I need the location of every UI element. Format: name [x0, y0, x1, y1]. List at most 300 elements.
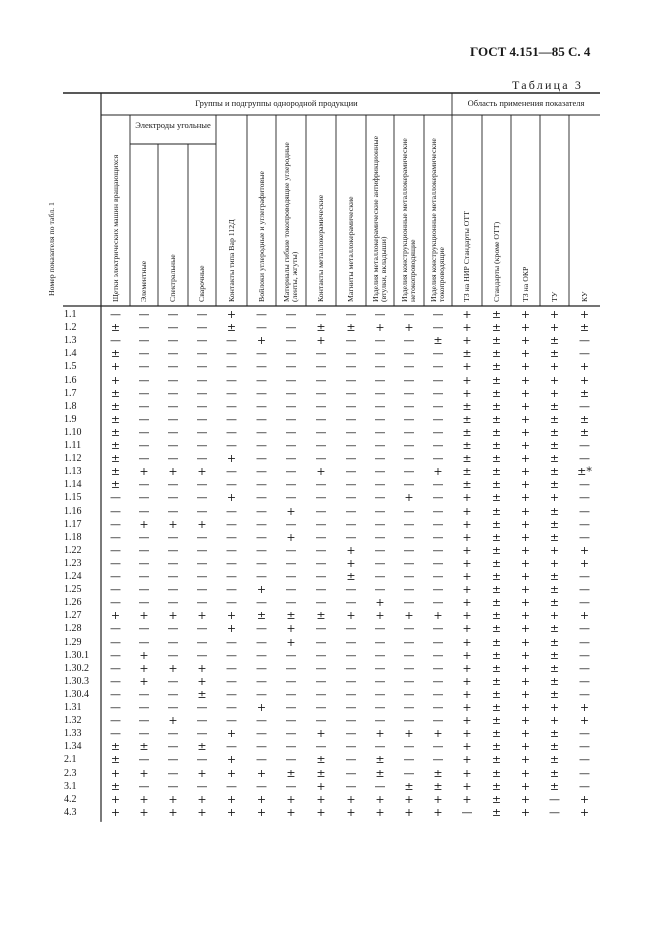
table-cell: — [403, 425, 415, 439]
table-cell: ± [491, 740, 502, 754]
table-cell: + [520, 792, 531, 806]
table-cell: + [579, 373, 590, 387]
table-cell: ± [491, 674, 502, 688]
table-cell: + [520, 412, 531, 426]
table-cell: + [520, 543, 531, 557]
table-cell: — [110, 491, 121, 505]
table-cell: — [138, 779, 150, 793]
row-number: 3.1 [64, 780, 77, 792]
table-cell: + [579, 714, 590, 728]
table-cell: — [110, 530, 121, 544]
table-cell: — [167, 321, 179, 335]
row-number: 1.10 [64, 426, 82, 438]
table-cell: — [315, 504, 327, 518]
table-cell: ± [549, 465, 560, 479]
table-cell: — [315, 543, 327, 557]
table-cell: + [579, 308, 590, 321]
table-cell: — [167, 504, 179, 518]
table-cell: + [404, 727, 414, 741]
table-cell: — [579, 661, 590, 675]
table-cell: — [138, 753, 150, 767]
table-cell: + [286, 530, 296, 544]
table-cell: — [285, 321, 297, 335]
table-cell: — [403, 543, 415, 557]
table-cell: — [345, 425, 357, 439]
table-cell: + [549, 491, 560, 505]
table-cell: — [285, 543, 297, 557]
table-cell: + [520, 439, 531, 452]
table-cell: ± [549, 530, 560, 544]
table-cell: — [285, 491, 297, 505]
table-cell: — [226, 517, 237, 531]
table-cell: — [138, 386, 150, 400]
table-cell: — [374, 674, 386, 688]
table-cell: — [256, 727, 267, 741]
table-cell: — [374, 740, 386, 754]
table-cell: + [197, 517, 207, 531]
table-cell: + [168, 714, 178, 728]
table-cell: — [403, 714, 415, 728]
table-cell: — [432, 452, 444, 466]
column-header: Стандарты (кроме ОТТ) [491, 221, 501, 302]
table-cell: ± [197, 740, 207, 754]
table-cell: — [256, 543, 267, 557]
table-cell: + [579, 360, 590, 374]
table-cell: ± [491, 478, 502, 492]
table-cell: + [462, 609, 472, 623]
table-cell: — [374, 360, 386, 374]
table-cell: — [403, 373, 415, 387]
table-cell: — [432, 622, 444, 636]
table-cell: ± [549, 504, 560, 518]
table-cell: — [167, 622, 179, 636]
table-cell: ± [491, 596, 502, 610]
table-cell: + [375, 596, 385, 610]
table-cell: — [285, 386, 297, 400]
table-cell: + [375, 727, 385, 741]
table-cell: + [197, 792, 207, 806]
table-cell: + [316, 727, 326, 741]
table-cell: — [315, 622, 327, 636]
table-cell: — [403, 661, 415, 675]
table-cell: — [403, 530, 415, 544]
table-cell: + [462, 779, 472, 793]
table-cell: ± [491, 583, 502, 597]
table-cell: — [256, 308, 267, 321]
table-cell: ± [549, 412, 560, 426]
table-cell: — [256, 386, 267, 400]
table-cell: — [167, 740, 179, 754]
table-cell: — [167, 452, 179, 466]
table-cell: + [316, 779, 326, 793]
table-cell: — [226, 334, 237, 348]
row-number: 1.30.4 [64, 688, 89, 700]
table-cell: — [285, 570, 297, 583]
table-cell: — [285, 583, 297, 597]
table-cell: — [138, 596, 150, 610]
table-cell: ± [491, 701, 502, 714]
table-cell: — [196, 308, 208, 321]
table-cell: — [403, 635, 415, 649]
table-cell: — [138, 321, 150, 335]
table-cell: ± [491, 399, 502, 413]
table-cell: — [403, 504, 415, 518]
table-cell: — [374, 622, 386, 636]
group-header: Группы и подгруппы однородной продукции [195, 98, 358, 108]
table-cell: — [138, 439, 150, 452]
table-cell: ± [491, 334, 502, 348]
table-cell: + [226, 727, 237, 741]
table-cell: + [520, 661, 531, 675]
table-label: Таблица 3 [512, 78, 584, 92]
table-cell: — [345, 334, 357, 348]
table-cell: — [196, 478, 208, 492]
table-cell: — [315, 425, 327, 439]
table-cell: ± [462, 452, 472, 466]
table-cell: — [345, 478, 357, 492]
table-cell: — [256, 661, 267, 675]
table-cell: — [196, 452, 208, 466]
table-cell: + [433, 465, 443, 479]
table-cell: + [462, 661, 472, 675]
table-cell: — [285, 687, 297, 701]
table-cell: — [138, 714, 150, 728]
table-cell: ± [549, 596, 560, 610]
table-cell: — [345, 596, 357, 610]
table-cell: — [285, 714, 297, 728]
table-cell: — [196, 779, 208, 793]
table-cell: — [579, 583, 590, 597]
table-cell: — [345, 386, 357, 400]
table-cell: + [549, 556, 560, 570]
table-cell: — [196, 622, 208, 636]
table-cell: — [285, 740, 297, 754]
row-number: 1.23 [64, 557, 82, 569]
table-cell: — [315, 583, 327, 597]
column-header: Войлоки углеродные и углеграфитовые [256, 171, 266, 302]
table-cell: ± [197, 687, 207, 701]
table-cell: — [138, 425, 150, 439]
table-cell: — [315, 570, 327, 583]
table-cell: — [138, 687, 150, 701]
table-cell: — [432, 543, 444, 557]
table-cell: — [196, 347, 208, 361]
table-cell: ± [549, 674, 560, 688]
table-cell: — [167, 701, 179, 714]
table-cell: — [226, 425, 237, 439]
table-cell: — [110, 727, 121, 741]
table-cell: — [374, 386, 386, 400]
table-cell: + [520, 491, 531, 505]
table-cell: — [403, 622, 415, 636]
table-cell: — [167, 635, 179, 649]
table-cell: — [226, 465, 237, 479]
row-number: 4.3 [64, 806, 77, 818]
column-header: Элементные [138, 260, 148, 302]
table-cell: ± [579, 321, 590, 335]
table-cell: + [579, 792, 590, 806]
table-cell: ± [139, 740, 149, 754]
table-cell: + [139, 517, 149, 531]
row-number: 2.3 [64, 767, 77, 779]
table-cell: ± [491, 727, 502, 741]
table-cell: — [345, 687, 357, 701]
table-cell: + [462, 491, 472, 505]
table-cell: — [196, 556, 208, 570]
table-cell: — [138, 412, 150, 426]
table-cell: ± [491, 452, 502, 466]
table-cell: — [403, 766, 415, 780]
table-cell: — [110, 570, 121, 583]
row-number: 1.15 [64, 492, 82, 504]
table-cell: ± [549, 334, 560, 348]
table-cell: — [345, 347, 357, 361]
table-cell: + [256, 805, 267, 819]
table-cell: — [226, 674, 237, 688]
column-header: ТУ [549, 291, 559, 302]
table-cell: — [345, 517, 357, 531]
table-cell: + [549, 360, 560, 374]
table-cell: — [403, 517, 415, 531]
table-cell: ± [110, 753, 121, 767]
table-cell: — [432, 701, 444, 714]
table-cell: + [520, 425, 531, 439]
table-cell: ± [491, 439, 502, 452]
table-cell: — [579, 753, 590, 767]
table-cell: — [345, 504, 357, 518]
table-cell: — [226, 740, 237, 754]
table-cell: — [374, 648, 386, 662]
table-cell: — [345, 766, 357, 780]
table-cell: — [345, 701, 357, 714]
table-cell: — [579, 570, 590, 583]
table-cell: — [256, 570, 267, 583]
table-cell: — [315, 714, 327, 728]
table-cell: ± [316, 766, 326, 780]
table-cell: — [196, 596, 208, 610]
table-cell: ± [549, 583, 560, 597]
table-cell: — [285, 596, 297, 610]
table-cell: — [579, 504, 590, 518]
table-cell: — [196, 543, 208, 557]
table-cell: ± [491, 530, 502, 544]
table-cell: ± [491, 321, 502, 335]
table-cell: — [374, 439, 386, 452]
table-cell: — [345, 727, 357, 741]
table-cell: — [138, 347, 150, 361]
row-number: 1.18 [64, 531, 82, 543]
table-cell: ± [491, 570, 502, 583]
table-cell: — [138, 478, 150, 492]
table-cell: — [579, 399, 590, 413]
table-cell: — [345, 360, 357, 374]
area-header: Область применения показателя [467, 98, 585, 108]
table-cell: — [110, 596, 121, 610]
table-cell: + [462, 517, 472, 531]
table-cell: — [285, 399, 297, 413]
row-number: 1.7 [64, 387, 77, 399]
table-cell: — [167, 347, 179, 361]
table-cell: — [374, 543, 386, 557]
table-cell: + [375, 321, 385, 335]
table-cell: ± [433, 766, 443, 780]
table-cell: + [168, 792, 178, 806]
table-cell: — [345, 753, 357, 767]
table-cell: ± [433, 779, 443, 793]
table-cell: ± [110, 412, 121, 426]
table-cell: — [226, 661, 237, 675]
table-cell: + [462, 792, 472, 806]
table-cell: — [196, 425, 208, 439]
row-number: 1.5 [64, 361, 77, 373]
table-cell: — [256, 425, 267, 439]
table-cell: — [345, 308, 357, 321]
table-cell: — [167, 373, 179, 387]
table-cell: + [520, 530, 531, 544]
column-header: ТЗ на ОКР [520, 266, 530, 302]
table-cell: — [167, 766, 179, 780]
table-cell: — [315, 661, 327, 675]
table-cell: — [196, 727, 208, 741]
table-cell: — [167, 596, 179, 610]
table-cell: — [315, 386, 327, 400]
table-cell: ± [491, 491, 502, 505]
table-cell: + [168, 805, 178, 819]
row-number: 1.11 [64, 440, 82, 451]
table-cell: — [256, 753, 267, 767]
table-cell: ± [346, 570, 356, 583]
table-cell: — [226, 583, 237, 597]
table-cell: — [285, 674, 297, 688]
table-cell: — [345, 661, 357, 675]
table-cell: — [374, 530, 386, 544]
table-cell: — [285, 452, 297, 466]
table-cell: — [432, 321, 444, 335]
table-cell: — [549, 792, 560, 806]
table-cell: + [286, 635, 296, 649]
table-cell: — [196, 530, 208, 544]
table-cell: — [374, 661, 386, 675]
table-cell: — [345, 674, 357, 688]
table-cell: — [432, 740, 444, 754]
table-cell: — [403, 452, 415, 466]
table-cell: — [226, 687, 237, 701]
table-cell: — [345, 530, 357, 544]
table-cell: — [579, 530, 590, 544]
table-cell: — [374, 399, 386, 413]
table-cell: — [110, 635, 121, 649]
table-cell: ± [549, 753, 560, 767]
table-cell: — [226, 373, 237, 387]
table-cell: ± [491, 360, 502, 374]
table-cell: — [432, 399, 444, 413]
table-cell: + [197, 766, 207, 780]
table-cell: — [403, 674, 415, 688]
table-cell: — [110, 308, 121, 321]
table-cell: — [432, 412, 444, 426]
table-cell: — [285, 334, 297, 348]
table-cell: — [315, 399, 327, 413]
table-cell: — [432, 661, 444, 675]
table-cell: + [139, 792, 149, 806]
table-cell: — [315, 439, 327, 452]
table-cell: ± [491, 779, 502, 793]
table-cell: + [286, 622, 296, 636]
table-cell: + [433, 792, 443, 806]
table-cell: ± [491, 347, 502, 361]
table-cell: ± [110, 386, 121, 400]
column-header: Щетки электрических машин вращающихся [110, 154, 120, 302]
table-cell: — [256, 491, 267, 505]
table-cell: — [285, 347, 297, 361]
table-cell: + [110, 766, 121, 780]
table-cell: — [285, 360, 297, 374]
row-number: 1.16 [64, 505, 82, 517]
table-cell: + [520, 740, 531, 754]
table-cell: — [461, 805, 473, 819]
table-cell: + [520, 360, 531, 374]
table-cell: + [404, 609, 414, 623]
table-cell: — [345, 583, 357, 597]
table-cell: — [432, 425, 444, 439]
table-cell: — [226, 779, 237, 793]
table-cell: + [549, 609, 560, 623]
table-cell: + [197, 661, 207, 675]
table-cell: — [374, 308, 386, 321]
table-cell: ± [579, 386, 590, 400]
table-cell: ± [549, 439, 560, 452]
table-cell: ± [549, 570, 560, 583]
table-cell: ± [491, 648, 502, 662]
table-cell: — [256, 714, 267, 728]
table-cell: + [520, 570, 531, 583]
table-cell: + [256, 792, 267, 806]
table-cell: — [138, 308, 150, 321]
row-number: 1.9 [64, 413, 77, 425]
table-cell: ± [491, 792, 502, 806]
table-cell: + [286, 792, 296, 806]
table-cell: ± [462, 347, 472, 361]
table-cell: + [168, 517, 178, 531]
table-cell: — [138, 622, 150, 636]
table-cell: — [403, 701, 415, 714]
table-cell: — [167, 491, 179, 505]
table-cell: + [579, 556, 590, 570]
table-cell: + [520, 805, 531, 819]
table-cell: + [316, 465, 326, 479]
table-cell: ± [491, 386, 502, 400]
table-cell: — [315, 412, 327, 426]
column-header: Магниты металлокерамические [345, 196, 355, 302]
table-cell: — [403, 648, 415, 662]
table-cell: + [433, 805, 443, 819]
table-cell: — [345, 740, 357, 754]
row-number: 1.28 [64, 623, 82, 635]
table-cell: + [462, 543, 472, 557]
table-cell: — [345, 491, 357, 505]
table-cell: + [579, 543, 590, 557]
table-cell: — [256, 556, 267, 570]
table-cell: + [520, 753, 531, 767]
table-cell: ± [110, 347, 121, 361]
table-cell: — [374, 583, 386, 597]
table-cell: — [374, 714, 386, 728]
table-cell: ± [549, 478, 560, 492]
table-cell: — [256, 373, 267, 387]
table-cell: — [579, 648, 590, 662]
row-number: 1.12 [64, 453, 82, 465]
table-cell: — [374, 334, 386, 348]
